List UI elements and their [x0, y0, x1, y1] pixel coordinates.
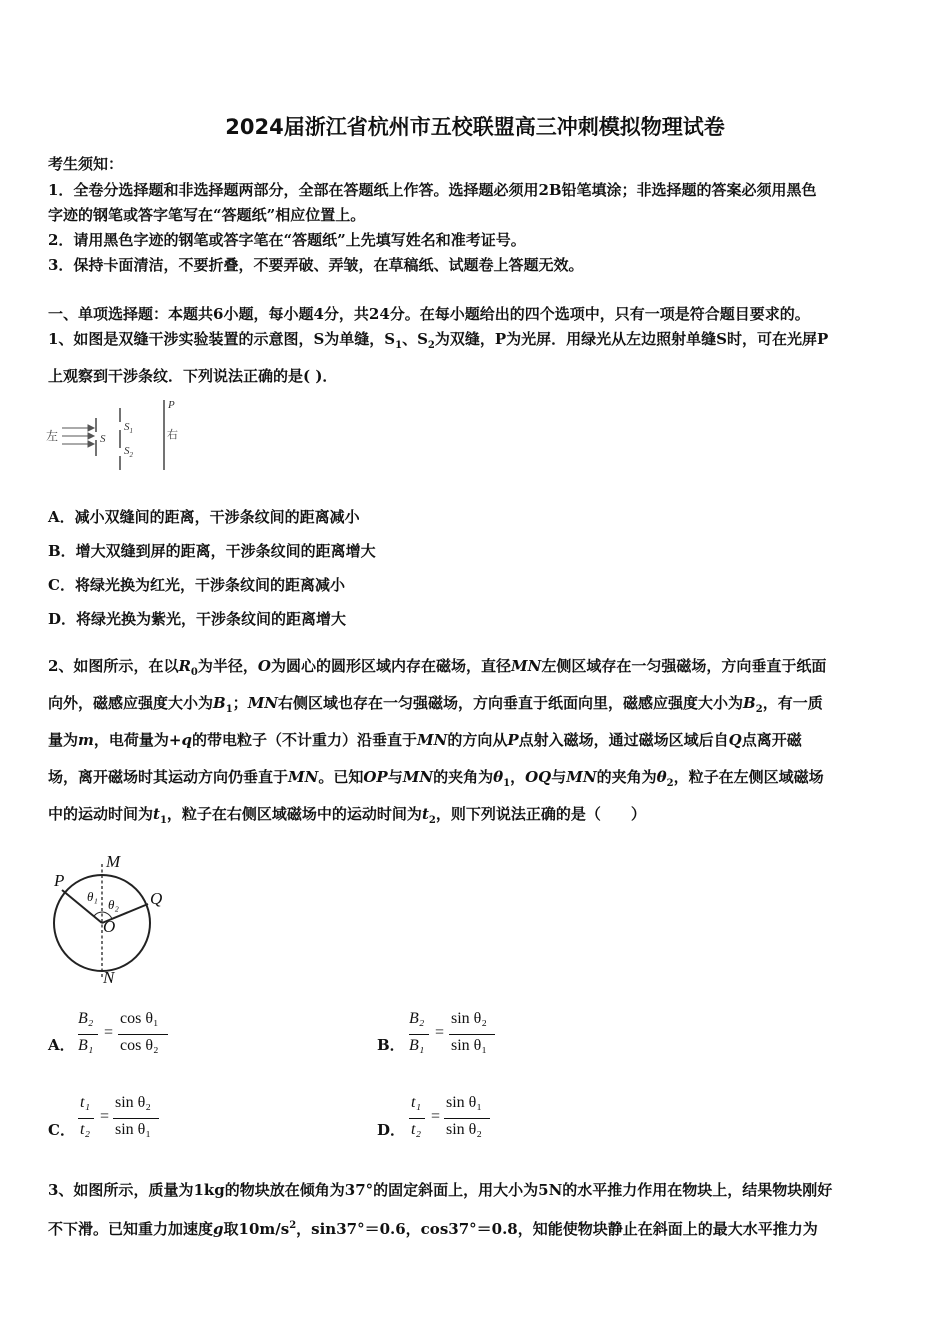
fig2-theta1-label: θ₁: [87, 889, 98, 904]
q1-stem-line-1: 1、如图是双缝干涉实验装置的示意图，S为单缝，$S_1$、$S_2$为双缝，P为光屏．用绿光从左边照射单缝S时，可在光屏P: [48, 330, 829, 351]
q2-stem-line-1: 2、如图所示，在以$R_0$为半径，O为圆心的圆形区域内存在磁场，直径MN左侧区域存在一匀强磁场，方向垂直于纸面: [48, 657, 827, 678]
notice-item-1-line-1: 1．全卷分选择题和非选择题两部分，全部在答题纸上作答。选择题必须用2B铅笔填涂；非选择题的答案必须用黑色: [48, 181, 817, 199]
fig1-slit-s-label: S: [100, 433, 106, 445]
fig1-slit-s1-label: $S_1$: [124, 421, 133, 435]
q3-stem-line-2: 不下滑。已知重力加速度g取$10m/s^2$，sin37°＝0.6，cos37°＝0.8，知能使物块静止在斜面上的最大水平推力为: [48, 1220, 818, 1238]
q1-stem-line-2: 上观察到干涉条纹．下列说法正确的是( )．: [48, 367, 338, 385]
q2-stem-line-3: 量为m，电荷量为+q的带电粒子（不计重力）沿垂直于MN的方向从P点射入磁场，通过磁场区域后自Q点离开磁: [48, 731, 802, 749]
q2-stem-line-4: 场，离开磁场时其运动方向仍垂直于MN。已知OP与MN的夹角为$\theta_1$，OQ与MN的夹角为$\theta_2$，粒子在左侧区域磁场: [48, 768, 824, 789]
fig1-screen-p-label: P: [168, 399, 175, 411]
notice-item-2: 2．请用黑色字迹的钢笔或答字笔在“答题纸”上先填写姓名和准考证号。: [48, 231, 526, 249]
q2-stem-line-5: 中的运动时间为$t_1$，粒子在右侧区域磁场中的运动时间为$t_2$，则下列说法正确的是（ ）: [48, 805, 646, 826]
q2-circle-figure: [48, 850, 178, 990]
fig1-right-label: 右: [167, 429, 178, 441]
fig1-left-label: 左: [46, 429, 59, 443]
notice-item-3: 3．保持卡面清洁，不要折叠，不要弄破、弄皱，在草稿纸、试题卷上答题无效。: [48, 256, 584, 274]
q2-option-a-label: A．: [48, 1036, 75, 1054]
fig2-theta2-label: θ₂: [108, 897, 119, 912]
fig2-o-label: O: [103, 917, 116, 936]
q1-double-slit-figure: [44, 396, 189, 471]
q1-option-a: A．减小双缝间的距离，干涉条纹间的距离减小: [48, 508, 360, 526]
fig1-slit-s2-label: $S_2$: [124, 445, 133, 459]
q2-option-d-label: D．: [377, 1121, 406, 1139]
fig2-m-label: M: [106, 852, 121, 871]
q3-stem-line-1: 3、如图所示，质量为1kg的物块放在倾角为37°的固定斜面上，用大小为5N的水平推力作用在物块上，结果物块刚好: [48, 1181, 833, 1199]
q2-stem-line-2: 向外，磁感应强度大小为$B_1$；MN右侧区域也存在一匀强磁场，方向垂直于纸面向里，磁感应强度大小为$B_2$，有一质: [48, 694, 823, 715]
fig2-p-label: P: [54, 871, 65, 890]
page-title: 2024届浙江省杭州市五校联盟高三冲刺模拟物理试卷: [225, 115, 725, 139]
q1-option-b: B．增大双缝到屏的距离，干涉条纹间的距离增大: [48, 542, 376, 560]
q2-option-b-label: B．: [377, 1036, 405, 1054]
fig2-n-label: N: [103, 968, 115, 987]
q1-option-d: D．将绿光换为紫光，干涉条纹间的距离增大: [48, 610, 347, 628]
q2-option-c-label: C．: [48, 1121, 75, 1139]
notice-item-1-line-2: 字迹的钢笔或答字笔写在“答题纸”相应位置上。: [48, 206, 366, 224]
notice-heading: 考生须知：: [48, 155, 124, 173]
section-heading: 一、单项选择题：本题共6小题，每小题4分，共24分。在每小题给出的四个选项中，只有一项是符合题目要求的。: [48, 305, 810, 323]
q1-option-c: C．将绿光换为红光，干涉条纹间的距离减小: [48, 576, 345, 594]
fig2-q-label: Q: [150, 889, 163, 908]
